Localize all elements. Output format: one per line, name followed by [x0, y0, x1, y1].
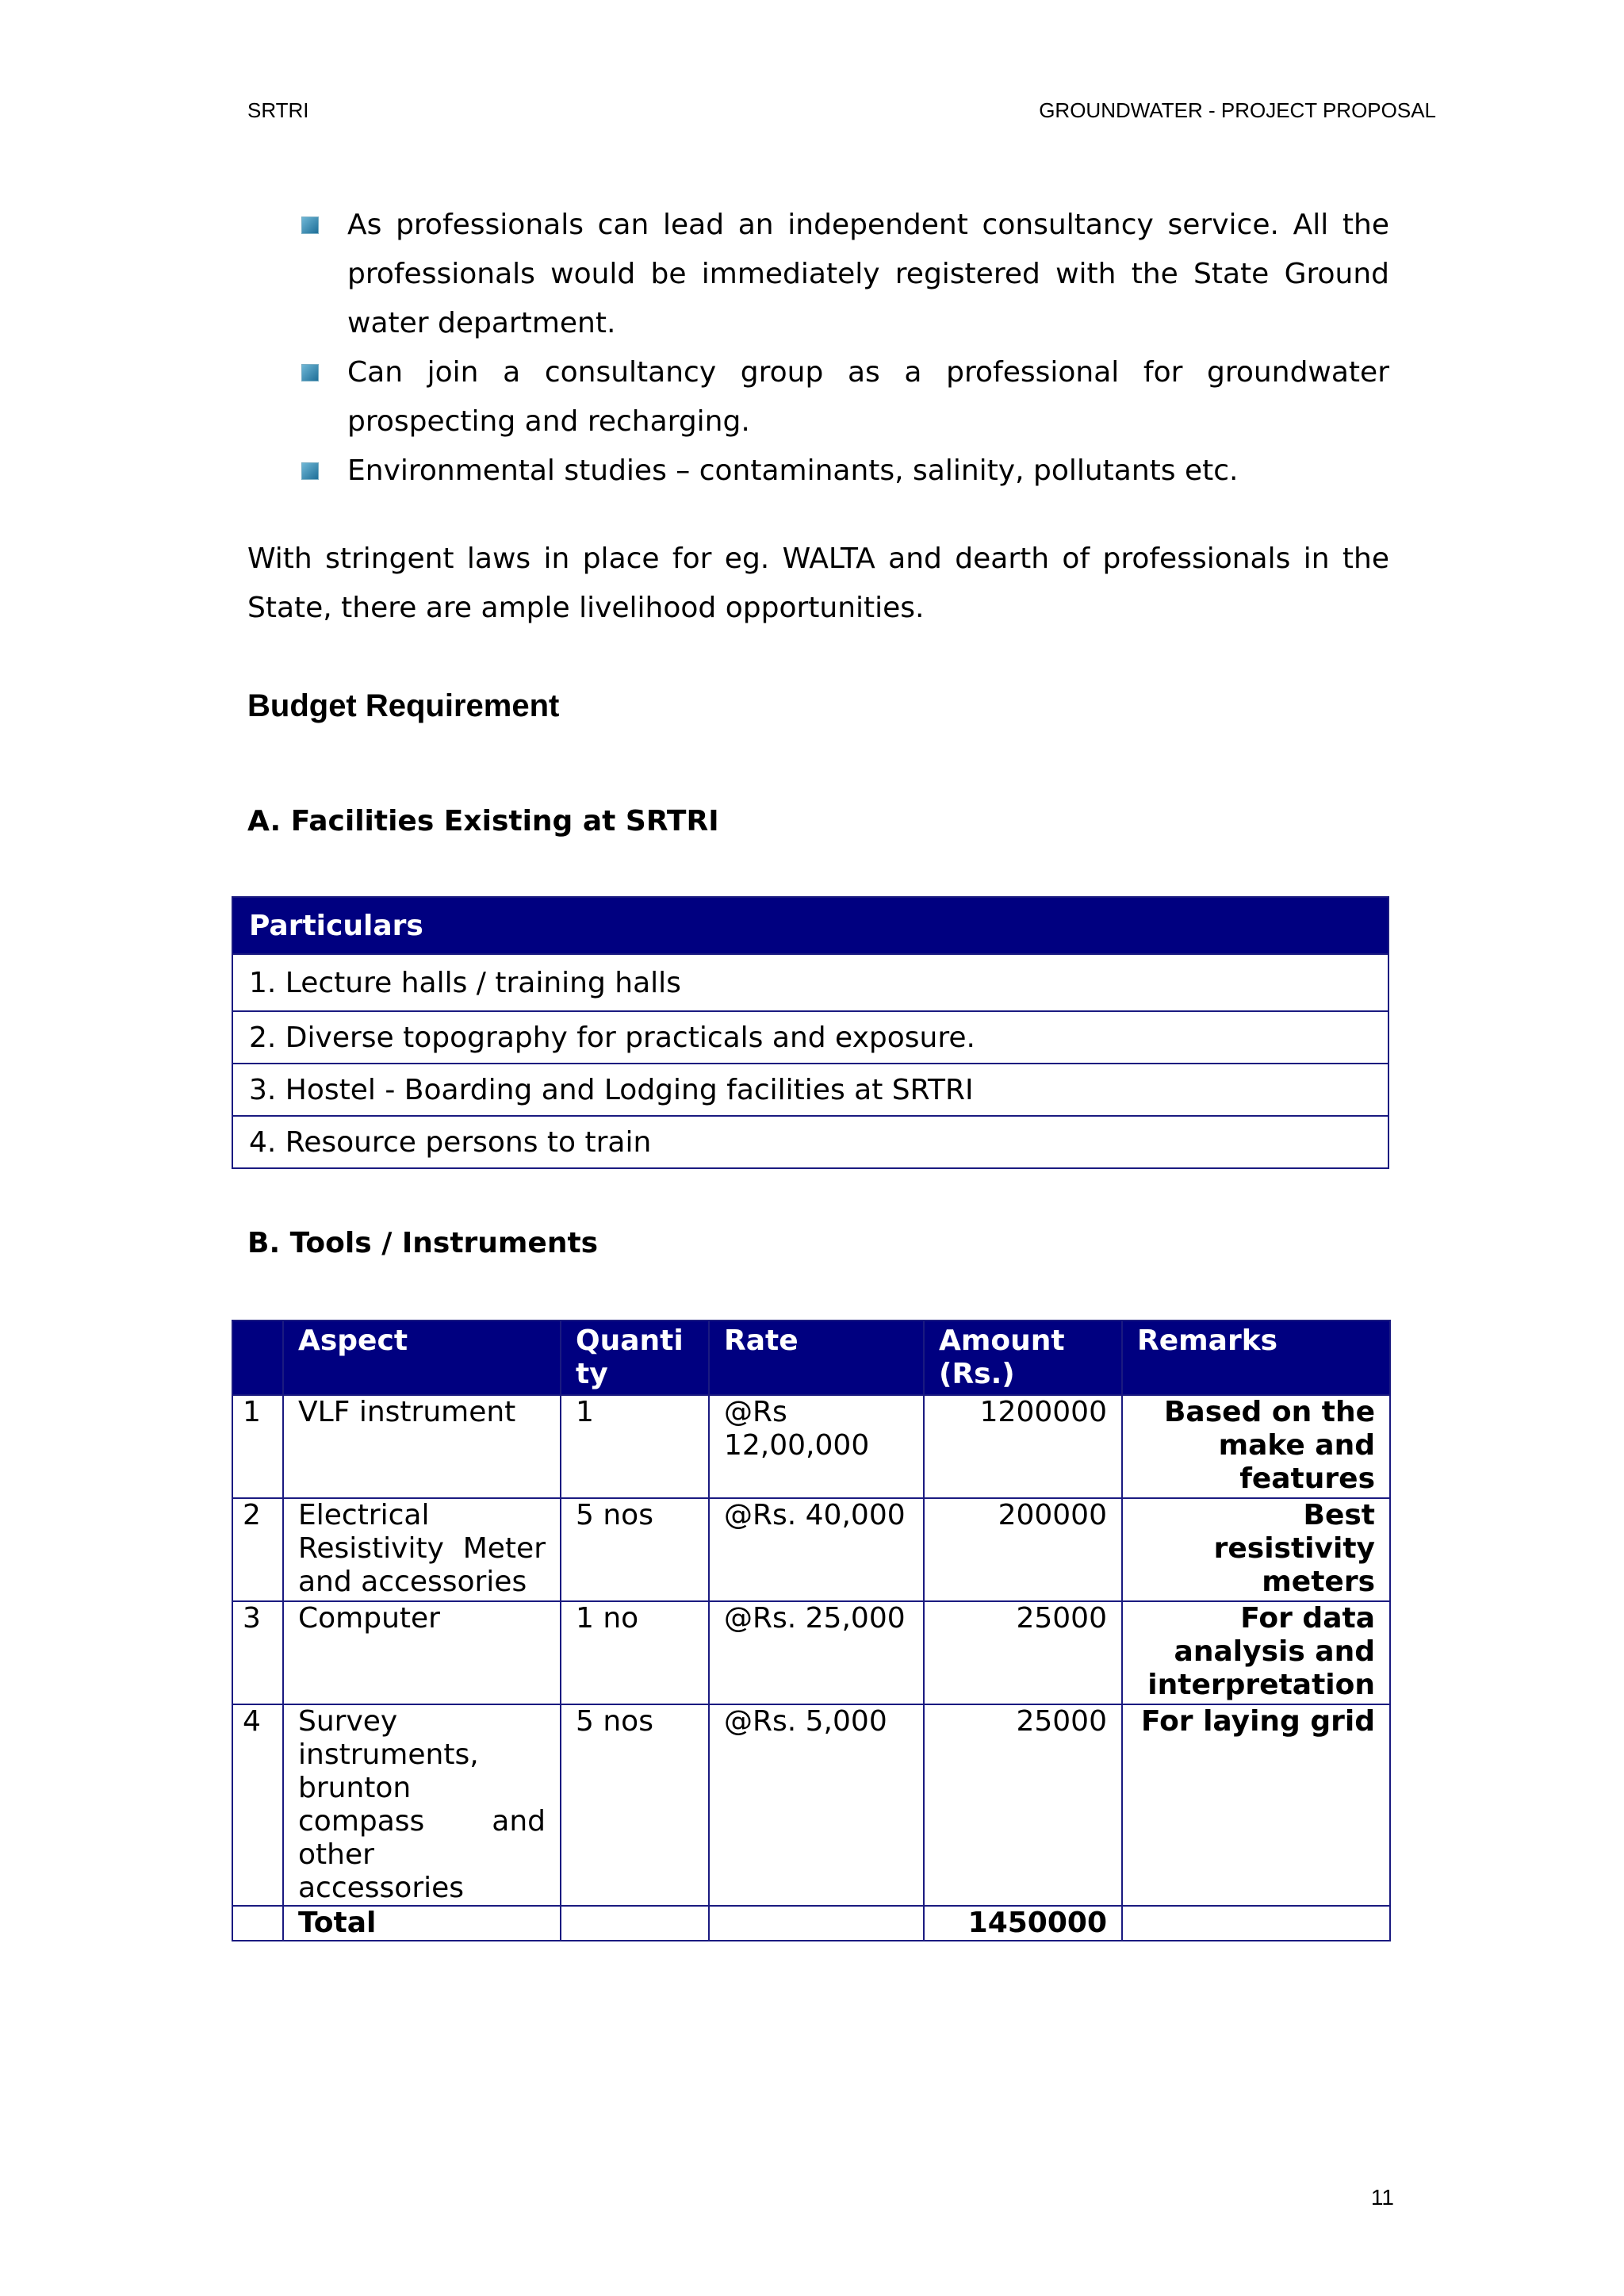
remarks-cell: For data analysis and interpretation: [1122, 1601, 1390, 1704]
aspect-cell: VLF instrument: [283, 1395, 561, 1498]
total-amount: 1450000: [924, 1906, 1122, 1941]
rate-header: Rate: [709, 1320, 924, 1395]
table-row: [232, 1601, 1390, 1704]
tools-heading: B. Tools / Instruments: [247, 1227, 599, 1259]
remarks-cell: Best resistivity meters: [1122, 1498, 1390, 1601]
livelihood-paragraph: With stringent laws in place for eg. WALTA and dearth of professionals in the State, there are ample livelihood opportunities.: [247, 542, 1389, 624]
row-number: 2: [232, 1498, 283, 1601]
row-number: 4: [232, 1704, 283, 1906]
square-bullet-icon: [301, 364, 319, 381]
num-header: [232, 1320, 283, 1395]
row-number: 3: [232, 1601, 283, 1704]
total-label: Total: [283, 1906, 561, 1941]
rate-cell: @Rs. 25,000: [709, 1601, 924, 1704]
table-cell: [1122, 1906, 1390, 1941]
square-bullet-icon: [301, 462, 319, 480]
quantity-cell: 5 nos: [561, 1498, 709, 1601]
table-header-row: [232, 897, 1388, 954]
aspect-cell: Electrical Resistivity Meter and accessories: [283, 1498, 561, 1601]
row-number: 1: [232, 1395, 283, 1498]
rate-cell: @Rs. 40,000: [709, 1498, 924, 1601]
bullet-list: [301, 201, 1389, 496]
rate-cell: @Rs. 5,000: [709, 1704, 924, 1906]
table-cell: 4. Resource persons to train: [232, 1116, 1388, 1168]
table-cell: 1. Lecture halls / training halls: [232, 954, 1388, 1011]
amount-cell: 25000: [924, 1601, 1122, 1704]
table-row: [232, 1011, 1388, 1064]
amount-cell: 1200000: [924, 1395, 1122, 1498]
aspect-header: Aspect: [283, 1320, 561, 1395]
header-left: SRTRI: [247, 98, 309, 122]
particulars-header: Particulars: [232, 897, 1388, 954]
table-header-row: [232, 1320, 1390, 1395]
bullet-text: Environmental studies – contaminants, salinity, pollutants etc.: [347, 454, 1239, 487]
remarks-cell: For laying grid: [1122, 1704, 1390, 1906]
table-row: [232, 1116, 1388, 1168]
facilities-table: [232, 896, 1389, 1169]
amount-header: Amount (Rs.): [924, 1320, 1122, 1395]
list-item: [301, 201, 1389, 348]
table-cell: [561, 1906, 709, 1941]
bullet-text: Can join a consultancy group as a professional for groundwater prospecting and recharging.: [347, 356, 1389, 438]
amount-cell: 25000: [924, 1704, 1122, 1906]
aspect-cell: Computer: [283, 1601, 561, 1704]
quantity-cell: 1 no: [561, 1601, 709, 1704]
table-row: [232, 1395, 1390, 1498]
page-number: 11: [1370, 2185, 1394, 2210]
table-cell: [232, 1906, 283, 1941]
table-row: [232, 1064, 1388, 1116]
table-cell: 2. Diverse topography for practicals and exposure.: [232, 1011, 1388, 1064]
rate-cell: @Rs 12,00,000: [709, 1395, 924, 1498]
square-bullet-icon: [301, 217, 319, 234]
budget-heading: Budget Requirement: [247, 688, 560, 723]
facilities-heading: A. Facilities Existing at SRTRI: [247, 805, 719, 838]
remarks-cell: Based on the make and features: [1122, 1395, 1390, 1498]
table-row: [232, 1704, 1390, 1906]
bullet-text: As professionals can lead an independent consultancy service. All the professionals would be immediately registered with the State Ground water department.: [347, 209, 1389, 339]
amount-cell: 200000: [924, 1498, 1122, 1601]
aspect-cell: Survey instruments, brunton compass and other accessories: [283, 1704, 561, 1906]
quantity-cell: 1: [561, 1395, 709, 1498]
table-cell: [709, 1906, 924, 1941]
total-row: [232, 1906, 1390, 1941]
table-row: [232, 1498, 1390, 1601]
table-cell: 3. Hostel - Boarding and Lodging facilities at SRTRI: [232, 1064, 1388, 1116]
remarks-header: Remarks: [1122, 1320, 1390, 1395]
tools-table: [232, 1320, 1391, 1941]
quantity-header: Quantity: [561, 1320, 709, 1395]
quantity-cell: 5 nos: [561, 1704, 709, 1906]
header-right: GROUNDWATER - PROJECT PROPOSAL: [1039, 98, 1436, 122]
list-item: [301, 447, 1389, 496]
list-item: [301, 348, 1389, 447]
table-row: [232, 954, 1388, 1011]
